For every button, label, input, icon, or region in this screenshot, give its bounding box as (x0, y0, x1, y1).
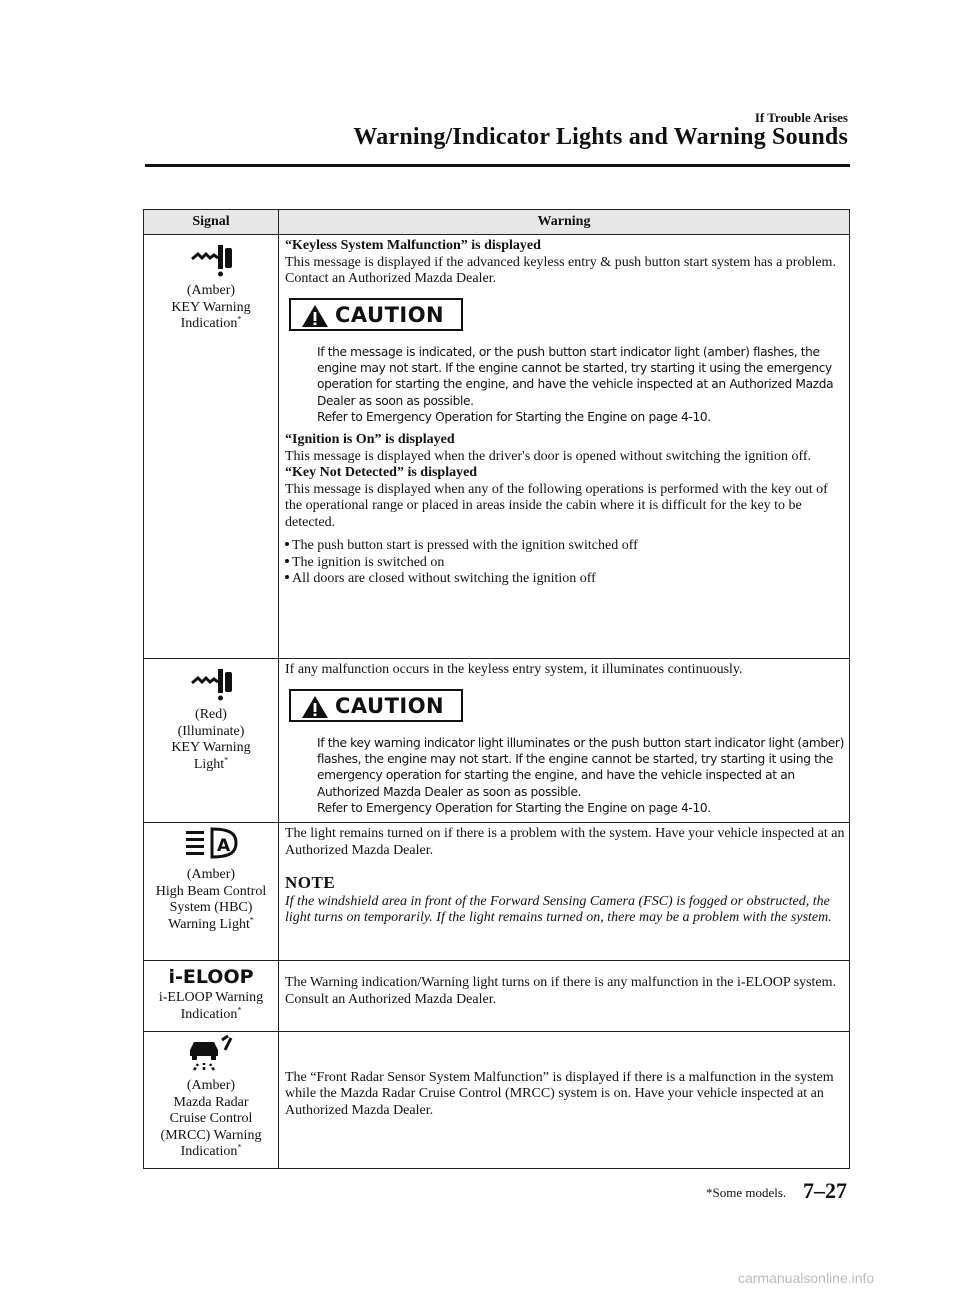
signal-line: Indication* (180, 314, 242, 331)
signal-line: System (HBC) (169, 900, 253, 916)
warning-cell (279, 1032, 850, 1169)
asterisk: * (237, 314, 242, 324)
bullet-list (285, 538, 845, 588)
message-text: The Warning indication/Warning light turns on if there is any malfunction in the i-ELOOP system. Consult an Authorized Mazda Dealer. (285, 975, 837, 1007)
signal-line: Mazda Radar (173, 1094, 249, 1110)
message-text: Contact an Authorized Mazda Dealer. (285, 271, 497, 286)
caution-text: If the message is indicated, or the push button start indicator light (amber) flashes, the engine may not start. If the engine cannot be started, try starting it using the emergency operation for starting the engine, and have the vehicle inspected at an Authorized Mazda Dealer as soon as possible. (317, 345, 834, 408)
caution-reference: Refer to Emergency Operation for Starting the Engine on page 4-10. (317, 800, 711, 815)
signal-line: Indication* (180, 1142, 242, 1160)
caution-reference: Refer to Emergency Operation for Starting the Engine on page 4-10. (317, 409, 711, 424)
table-row (144, 961, 850, 1032)
footnote: *Some models. (706, 1185, 787, 1200)
header-rule (145, 164, 850, 167)
warning-cell (279, 659, 850, 823)
caution-box (289, 689, 463, 722)
table-row (144, 659, 850, 823)
signal-line: (Amber) (186, 1078, 236, 1094)
signal-line: (Illuminate) (177, 723, 245, 739)
list-item: The ignition is switched on (285, 555, 845, 572)
table-row (144, 235, 850, 659)
key-warning-icon (188, 239, 234, 277)
message-heading: “Ignition is On” is displayed (285, 432, 455, 448)
message-text: This message is displayed when any of the following operations is performed with the key out of the operational range or placed in areas inside the cabin where it is difficult for the key to be detected. (285, 481, 828, 530)
caution-label: CAUTION (335, 302, 445, 327)
message-text: The light remains turned on if there is a problem with the system. Have your vehicle inspected at an Authorized Mazda Dealer. (285, 826, 845, 858)
i-eloop-icon (168, 965, 254, 989)
svg-text:A: A (217, 836, 231, 857)
message-heading: “Key Not Detected” is displayed (285, 465, 478, 481)
asterisk: * (249, 914, 254, 924)
asterisk: * (224, 754, 229, 764)
column-header-signal: Signal (144, 210, 279, 235)
signal-cell (144, 823, 279, 961)
signal-line: Cruise Control (169, 1111, 253, 1127)
note-heading: NOTE (285, 873, 336, 893)
signal-line: Light* (193, 754, 229, 772)
signal-line: KEY Warning (171, 299, 251, 315)
message-text: This message is displayed if the advanced keyless entry & push button start system has a problem. (285, 254, 836, 270)
list-item: The push button start is pressed with the ignition switched off (285, 538, 845, 555)
warning-table (143, 209, 850, 1169)
caution-box (289, 298, 463, 331)
table-header-row (144, 210, 850, 235)
message-heading: “Keyless System Malfunction” is displayed (285, 238, 541, 253)
signal-line: Warning Light* (168, 914, 254, 932)
page-title: Warning/Indicator Lights and Warning Sounds (353, 124, 848, 150)
signal-cell (144, 1032, 279, 1169)
caution-triangle-icon (301, 695, 329, 719)
page-number: 7–27 (803, 1178, 847, 1203)
note-text: If the windshield area in front of the Forward Sensing Camera (FSC) is fogged or obstructed, the light turns on temporarily. If the light remains turned on, there may be a problem with the system. (285, 893, 832, 926)
section-label: If Trouble Arises (754, 110, 848, 125)
table-row (144, 823, 850, 961)
watermark: carmanualsonline.info (738, 1270, 875, 1286)
warning-cell (279, 823, 850, 961)
radar-cruise-icon (188, 1036, 234, 1072)
signal-cell (144, 961, 279, 1032)
warning-cell (279, 235, 850, 659)
signal-line: KEY Warning (171, 740, 251, 755)
signal-line: (Amber) (186, 867, 236, 883)
message-text: The “Front Radar Sensor System Malfunction” is displayed if there is a malfunction in the system while the Mazda Radar Cruise Control (MRCC) system is on. Have your vehicle inspected at an Authorized Mazda Dealer. (285, 1069, 834, 1118)
signal-cell (144, 235, 279, 659)
high-beam-control-icon (184, 827, 238, 861)
caution-text: If the key warning indicator light illuminates or the push button start indicator light (amber) flashes, the engine may not start. If the engine cannot be started, try starting it using the emergency operation for starting the engine, and have the vehicle inspected at an Authorized Mazda Dealer as soon as possible. (317, 736, 844, 799)
signal-line: High Beam Control (155, 883, 267, 899)
signal-line: (MRCC) Warning (160, 1127, 262, 1143)
warning-cell (279, 961, 850, 1032)
column-header-warning: Warning (279, 210, 850, 235)
message-text: If any malfunction occurs in the keyless entry system, it illuminates continuously. (285, 662, 743, 677)
signal-cell (144, 659, 279, 823)
list-item: All doors are closed without switching the ignition off (285, 571, 845, 588)
asterisk: * (237, 1142, 242, 1152)
caution-triangle-icon (301, 304, 329, 328)
signal-line: Indication* (180, 1004, 242, 1022)
table-row (144, 1032, 850, 1169)
caution-label: CAUTION (335, 693, 445, 718)
i-eloop-icon-text: i-ELOOP (168, 966, 254, 989)
signal-line: (Red) (195, 707, 227, 722)
key-warning-icon (188, 663, 234, 701)
signal-line: (Amber) (186, 283, 236, 298)
message-text: This message is displayed when the driver's door is opened without switching the ignition off. (285, 448, 812, 464)
signal-line: i-ELOOP Warning (158, 990, 264, 1006)
asterisk: * (237, 1004, 242, 1014)
